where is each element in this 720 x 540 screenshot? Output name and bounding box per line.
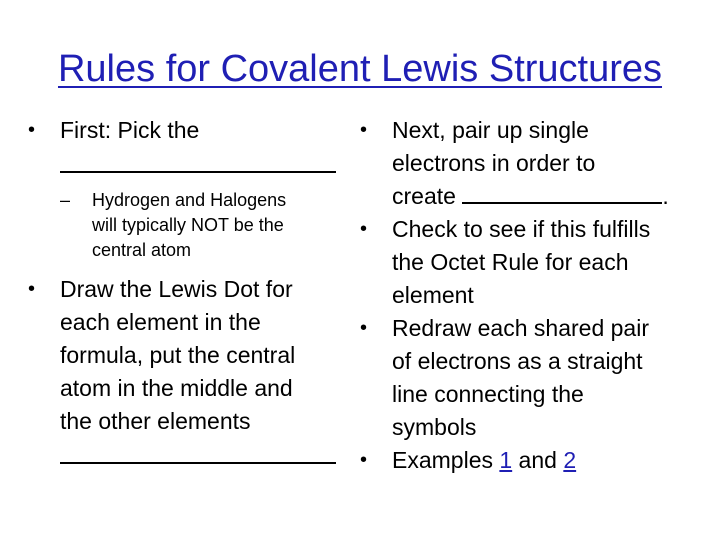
answer-blank-line [60,438,348,473]
bullet-marker: • [28,119,36,141]
bullet-redraw-shared-pair [360,312,700,444]
fill-in-blank [462,182,662,204]
sub-bullet-marker: – [60,190,71,210]
bullet-line-with-blank [392,180,700,213]
slide-title: Rules for Covalent Lewis Structures [57,48,663,90]
bullet-draw-lewis-dot [28,273,348,473]
bullet-marker: • [360,317,368,339]
bullet-marker: • [360,218,368,240]
bullet-pair-electrons [360,114,700,213]
bullet-marker: • [360,119,368,141]
examples-conjunction: and [512,447,564,473]
fill-in-blank [60,147,336,173]
bullet-line: formula, put the central [60,342,296,368]
bullet-text: . [662,183,669,209]
sub-bullet-line: Hydrogen and Halogens [92,190,287,210]
fill-in-blank [60,438,336,464]
right-column [360,114,700,477]
left-column [28,114,348,473]
answer-blank-line [60,147,348,182]
example-2-link[interactable]: 2 [563,447,577,473]
example-1-link[interactable]: 1 [499,447,513,473]
bullet-pick-central-atom [28,114,348,182]
examples-line [392,444,700,477]
bullet-line: Draw the Lewis Dot for [60,276,293,302]
bullet-line: Next, pair up single [392,117,589,143]
bullet-line: element [392,282,474,308]
bullet-line: line connecting the [392,381,584,407]
sub-bullet-hydrogen-halogens [28,188,348,263]
sub-bullet-line: will typically NOT be the [92,215,284,235]
sub-bullet-line: central atom [92,240,192,260]
bullet-line: atom in the middle and [60,375,293,401]
bullet-line: of electrons as a straight [392,348,643,374]
bullet-text: First: Pick the [60,117,200,143]
examples-label: Examples [392,447,500,473]
bullet-check-octet [360,213,700,312]
bullet-line: Redraw each shared pair [392,315,649,341]
bullet-line: the other elements [60,408,251,434]
bullet-examples [360,444,700,477]
bullet-line: the Octet Rule for each [392,249,629,275]
bullet-text: create [392,183,463,209]
bullet-line: Check to see if this fulfills [392,216,651,242]
bullet-line: symbols [392,414,477,440]
bullet-line: electrons in order to [392,150,596,176]
bullet-marker: • [28,278,36,300]
bullet-line: each element in the [60,309,261,335]
bullet-marker: • [360,449,368,471]
